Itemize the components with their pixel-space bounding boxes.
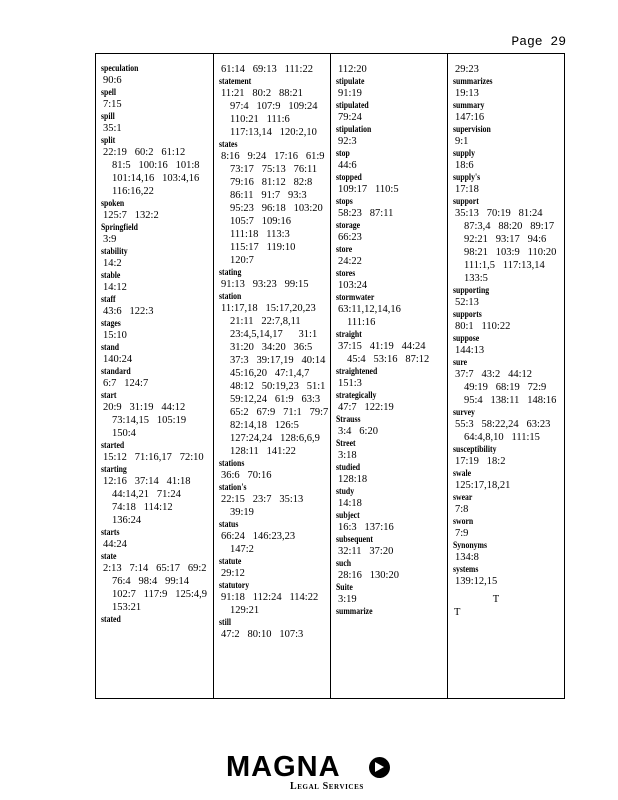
page-line-reference: 63:11,12,14,16 (338, 304, 401, 315)
index-entry (336, 414, 447, 438)
index-entry (336, 366, 447, 390)
index-entry (336, 124, 447, 148)
page-line-reference: 109:17 110:5 (338, 184, 399, 195)
index-term: stipulated (336, 100, 369, 110)
index-entry (101, 63, 213, 87)
index-entry (101, 527, 213, 551)
index-entry (453, 540, 564, 564)
page-line-reference: 74:18 114:12 (112, 502, 173, 513)
page-line-reference: 116:16,22 (112, 186, 154, 197)
page-line-reference: 24:22 (338, 256, 362, 267)
page-line-reference: 22:19 60:2 61:12 (103, 147, 186, 158)
index-term: stating (219, 267, 242, 277)
page-line-reference: 101:14,16 103:4,16 (112, 173, 200, 184)
index-entry (101, 464, 213, 527)
index-entry (453, 172, 564, 196)
index-entry (219, 580, 330, 617)
page-line-reference: 139:12,15 (455, 576, 498, 587)
page-line-reference: 37:3 39:17,19 40:14 (230, 355, 326, 366)
page-line-reference: 91:19 (338, 88, 362, 99)
page-line-reference: 92:3 (338, 136, 357, 147)
page-line-reference: 105:7 109:16 (230, 216, 291, 227)
page-line-reference: 147:16 (455, 112, 485, 123)
index-term: stated (101, 614, 121, 624)
page-line-reference: 7:9 (455, 528, 469, 539)
index-term: Synonyms (453, 540, 487, 550)
index-entry (453, 196, 564, 285)
page-line-reference: 134:8 (455, 552, 479, 563)
index-entry (336, 63, 447, 76)
page-line-reference: 31:20 34:20 36:5 (230, 342, 313, 353)
page-line-reference: 92:21 93:17 94:6 (464, 234, 547, 245)
page-line-reference: 20:9 31:19 44:12 (103, 402, 186, 413)
index-entry (453, 100, 564, 124)
index-column-2 (213, 54, 330, 698)
page-line-reference: 14:18 (338, 498, 362, 509)
page-line-reference: 91:18 112:24 114:22 (221, 592, 319, 603)
index-term: Street (336, 438, 356, 448)
index-term: spoken (101, 198, 125, 208)
index-entry (101, 246, 213, 270)
page-line-reference: 125:17,18,21 (455, 480, 511, 491)
index-entry (453, 564, 564, 588)
index-term: survey (453, 407, 475, 417)
index-term: study (336, 486, 355, 496)
page-line-reference: 43:6 122:3 (103, 306, 154, 317)
page-line-reference: 129:21 (230, 605, 260, 616)
page-line-reference: 16:3 137:16 (338, 522, 394, 533)
index-entry (453, 492, 564, 516)
index-term: states (219, 139, 238, 149)
index-entry (219, 291, 330, 458)
index-entry (336, 510, 447, 534)
index-term: staff (101, 294, 116, 304)
index-term: supply's (453, 172, 481, 182)
index-term: stable (101, 270, 121, 280)
page-line-reference: 120:7 (230, 255, 254, 266)
index-term: stand (101, 342, 120, 352)
index-entry (336, 292, 447, 329)
index-term: speculation (101, 63, 139, 73)
index-entry (219, 617, 330, 641)
index-entry (101, 366, 213, 390)
index-term: sure (453, 357, 468, 367)
page-number: Page 29 (511, 34, 566, 49)
page-line-reference: 128:11 141:22 (230, 446, 296, 457)
index-entry (453, 309, 564, 333)
index-term: Suite (336, 582, 353, 592)
page-line-reference: 91:13 93:23 99:15 (221, 279, 309, 290)
index-term: subsequent (336, 534, 374, 544)
word-index-table (95, 53, 565, 699)
index-entry (219, 482, 330, 519)
page-line-reference: 8:16 9:24 17:16 61:9 (221, 151, 325, 162)
page-line-reference: 22:15 23:7 35:13 (221, 494, 304, 505)
page-line-reference: 90:6 (103, 75, 122, 86)
index-term: systems (453, 564, 479, 574)
index-term: stores (336, 268, 356, 278)
page-line-reference: 11:21 80:2 88:21 (221, 88, 303, 99)
page-line-reference: 111:18 113:3 (230, 229, 290, 240)
page-line-reference: 17:18 (455, 184, 479, 195)
index-entry (336, 606, 447, 617)
page-line-reference: 79:16 81:12 82:8 (230, 177, 313, 188)
index-term: statement (219, 76, 252, 86)
page-line-reference: 81:5 100:16 101:8 (112, 160, 200, 171)
page-line-reference: 97:4 107:9 109:24 (230, 101, 318, 112)
page-line-reference: 111:16 (347, 317, 376, 328)
index-term: store (336, 244, 353, 254)
index-term: summarize (336, 606, 373, 616)
index-term: swale (453, 468, 472, 478)
index-entry (336, 148, 447, 172)
index-term: stability (101, 246, 128, 256)
index-entry (219, 556, 330, 580)
page-line-reference: 19:13 (455, 88, 479, 99)
index-entry (101, 342, 213, 366)
page-line-reference: 32:11 37:20 (338, 546, 394, 557)
index-term: stages (101, 318, 121, 328)
page-line-reference: 37:7 43:2 44:12 (455, 369, 533, 380)
index-entry (101, 135, 213, 198)
index-entry (336, 582, 447, 606)
index-entry (453, 76, 564, 100)
page-line-reference: 14:2 (103, 258, 122, 269)
page-line-reference: 125:7 132:2 (103, 210, 159, 221)
index-entry (453, 63, 564, 76)
page-line-reference: 95:4 138:11 148:16 (464, 395, 557, 406)
page-line-reference: 39:19 (230, 507, 254, 518)
index-entry (336, 172, 447, 196)
index-term: supports (453, 309, 482, 319)
page-line-reference: 76:4 98:4 99:14 (112, 576, 190, 587)
page-line-reference: 150:4 (112, 428, 136, 439)
page-line-reference: 73:14,15 105:19 (112, 415, 187, 426)
page-line-reference: 2:13 7:14 65:17 69:2 (103, 563, 207, 574)
index-column-1 (96, 54, 213, 698)
index-term: sworn (453, 516, 474, 526)
index-entry (336, 268, 447, 292)
page-line-reference: 59:12,24 61:9 63:3 (230, 394, 321, 405)
page-line-reference: 37:15 41:19 44:24 (338, 341, 426, 352)
page-line-reference: 102:7 117:9 125:4,9 (112, 589, 207, 600)
index-term: starting (101, 464, 127, 474)
index-term: supply (453, 148, 475, 158)
index-term: summarizes (453, 76, 493, 86)
page-line-reference: 35:13 70:19 81:24 (455, 208, 543, 219)
page-line-reference: 7:15 (103, 99, 122, 110)
index-entry (336, 486, 447, 510)
index-term: state (101, 551, 117, 561)
page-line-reference: 29:12 (221, 568, 245, 579)
page-line-reference: 55:3 58:22,24 63:23 (455, 419, 551, 430)
index-term: such (336, 558, 352, 568)
section-letter: T (492, 594, 500, 605)
index-term: swear (453, 492, 473, 502)
index-entry (101, 198, 213, 222)
index-entry (336, 558, 447, 582)
index-term: spell (101, 87, 117, 97)
page-line-reference: 111:1,5 117:13,14 (464, 260, 545, 271)
logo-wordmark: MAGNA (226, 751, 341, 783)
page-line-reference: 15:10 (103, 330, 127, 341)
index-term: station's (219, 482, 247, 492)
page-line-reference: 66:24 146:23,23 (221, 531, 296, 542)
index-term: split (101, 135, 116, 145)
section-letter-trailing: T (454, 607, 461, 618)
index-term: stipulation (336, 124, 372, 134)
page-line-reference: 133:5 (464, 273, 488, 284)
index-term: Springfield (101, 222, 138, 232)
index-entry (453, 148, 564, 172)
index-term: suppose (453, 333, 480, 343)
page-line-reference: 3:9 (103, 234, 117, 245)
page-line-reference: 49:19 68:19 72:9 (464, 382, 547, 393)
index-entry (101, 270, 213, 294)
index-entry (101, 87, 213, 111)
page-line-reference: 117:13,14 120:2,10 (230, 127, 317, 138)
page-line-reference: 65:2 67:9 71:1 79:7 (230, 407, 329, 418)
index-entry (101, 614, 213, 625)
index-entry (336, 390, 447, 414)
index-entry (453, 468, 564, 492)
page-line-reference: 73:17 75:13 76:11 (230, 164, 318, 175)
index-term: started (101, 440, 125, 450)
index-term: subject (336, 510, 360, 520)
page-line-reference: 98:21 103:9 110:20 (464, 247, 557, 258)
index-entry (453, 516, 564, 540)
page-line-reference: 86:11 91:7 93:3 (230, 190, 307, 201)
page-line-reference: 23:4,5,14,17 31:1 (230, 329, 318, 340)
index-term: statutory (219, 580, 250, 590)
page-line-reference: 127:24,24 128:6,6,9 (230, 433, 320, 444)
page-line-reference: 144:13 (455, 345, 485, 356)
index-term: starts (101, 527, 120, 537)
index-entry (336, 76, 447, 100)
page-line-reference: 79:24 (338, 112, 362, 123)
arrow-circle-icon (369, 757, 390, 778)
page-line-reference: 115:17 119:10 (230, 242, 296, 253)
index-entry (453, 357, 564, 407)
page-line-reference: 21:11 22:7,8,11 (230, 316, 301, 327)
page-line-reference: 47:7 122:19 (338, 402, 394, 413)
page-line-reference: 48:12 50:19,23 51:1 (230, 381, 326, 392)
index-entry (219, 76, 330, 139)
page-line-reference: 29:23 (455, 64, 479, 75)
page-line-reference: 61:14 69:13 111:22 (221, 64, 313, 75)
index-term: Strauss (336, 414, 361, 424)
page-line-reference: 3:19 (338, 594, 357, 605)
index-entry (101, 551, 213, 614)
index-entry (336, 438, 447, 462)
page-line-reference: 3:4 6:20 (338, 426, 378, 437)
index-entry (453, 407, 564, 444)
page-line-reference: 136:24 (112, 515, 142, 526)
page-line-reference: 9:1 (455, 136, 469, 147)
index-entry (453, 124, 564, 148)
page-line-reference: 44:6 (338, 160, 357, 171)
page-line-reference: 58:23 87:11 (338, 208, 394, 219)
index-term: straightened (336, 366, 378, 376)
logo-tagline: Legal Services (290, 781, 364, 792)
index-term: supporting (453, 285, 490, 295)
page-line-reference: 45:16,20 47:1,4,7 (230, 368, 310, 379)
page-line-reference: 112:20 (338, 64, 367, 75)
page-line-reference: 35:1 (103, 123, 122, 134)
page-line-reference: 15:12 71:16,17 72:10 (103, 452, 204, 463)
index-entry (101, 111, 213, 135)
page-line-reference: 14:12 (103, 282, 127, 293)
index-term: studied (336, 462, 361, 472)
page-line-reference: 12:16 37:14 41:18 (103, 476, 191, 487)
index-term: straight (336, 329, 362, 339)
page-line-reference: 66:23 (338, 232, 362, 243)
page-line-reference: 44:14,21 71:24 (112, 489, 181, 500)
index-entry (336, 196, 447, 220)
index-term: stopped (336, 172, 362, 182)
index-term: strategically (336, 390, 377, 400)
index-term: spill (101, 111, 115, 121)
page-line-reference: 147:2 (230, 544, 254, 555)
page-line-reference: 3:18 (338, 450, 357, 461)
index-term: station (219, 291, 242, 301)
page-line-reference: 52:13 (455, 297, 479, 308)
page-line-reference: 44:24 (103, 539, 127, 550)
index-term: status (219, 519, 239, 529)
page-line-reference: 140:24 (103, 354, 133, 365)
page-line-reference: 80:1 110:22 (455, 321, 511, 332)
page-line-reference: 153:21 (112, 602, 142, 613)
index-term: start (101, 390, 117, 400)
page-line-reference: 128:18 (338, 474, 368, 485)
index-entry (336, 100, 447, 124)
page-line-reference: 87:3,4 88:20 89:17 (464, 221, 555, 232)
index-entry (101, 440, 213, 464)
index-term: stations (219, 458, 245, 468)
index-term: summary (453, 100, 485, 110)
index-entry (453, 333, 564, 357)
index-term: stops (336, 196, 353, 206)
index-term: still (219, 617, 232, 627)
index-entry (219, 139, 330, 267)
index-term: stipulate (336, 76, 365, 86)
index-entry (453, 285, 564, 309)
page-line-reference: 17:19 18:2 (455, 456, 506, 467)
page-line-reference: 82:14,18 126:5 (230, 420, 299, 431)
page-line-reference: 18:6 (455, 160, 474, 171)
index-entry (219, 458, 330, 482)
page-line-reference: 45:4 53:16 87:12 (347, 354, 430, 365)
page-line-reference: 36:6 70:16 (221, 470, 272, 481)
index-entry (453, 444, 564, 468)
page-line-reference: 28:16 130:20 (338, 570, 399, 581)
index-entry (101, 294, 213, 318)
page-line-reference: 64:4,8,10 111:15 (464, 432, 540, 443)
index-term: supervision (453, 124, 491, 134)
index-term: stop (336, 148, 350, 158)
index-entry (336, 462, 447, 486)
index-term: statute (219, 556, 242, 566)
index-entry (101, 222, 213, 246)
index-entry (219, 63, 330, 76)
index-entry (101, 318, 213, 342)
index-entry (101, 390, 213, 440)
page-line-reference: 95:23 96:18 103:20 (230, 203, 323, 214)
page-line-reference: 103:24 (338, 280, 368, 291)
page-line-reference: 151:3 (338, 378, 362, 389)
index-column-4 (447, 54, 564, 698)
index-entry (219, 519, 330, 556)
index-term: susceptibility (453, 444, 497, 454)
index-entry (336, 244, 447, 268)
page-line-reference: 11:17,18 15:17,20,23 (221, 303, 316, 314)
index-term: support (453, 196, 479, 206)
index-term: stormwater (336, 292, 375, 302)
index-column-3 (330, 54, 447, 698)
index-entry (336, 220, 447, 244)
index-term: storage (336, 220, 361, 230)
page-line-reference: 6:7 124:7 (103, 378, 149, 389)
index-entry (336, 534, 447, 558)
page-line-reference: 7:8 (455, 504, 469, 515)
index-entry (336, 329, 447, 366)
magna-logo (226, 752, 396, 792)
page-line-reference: 47:2 80:10 107:3 (221, 629, 304, 640)
index-term: standard (101, 366, 131, 376)
page-line-reference: 110:21 111:6 (230, 114, 290, 125)
index-entry (219, 267, 330, 291)
